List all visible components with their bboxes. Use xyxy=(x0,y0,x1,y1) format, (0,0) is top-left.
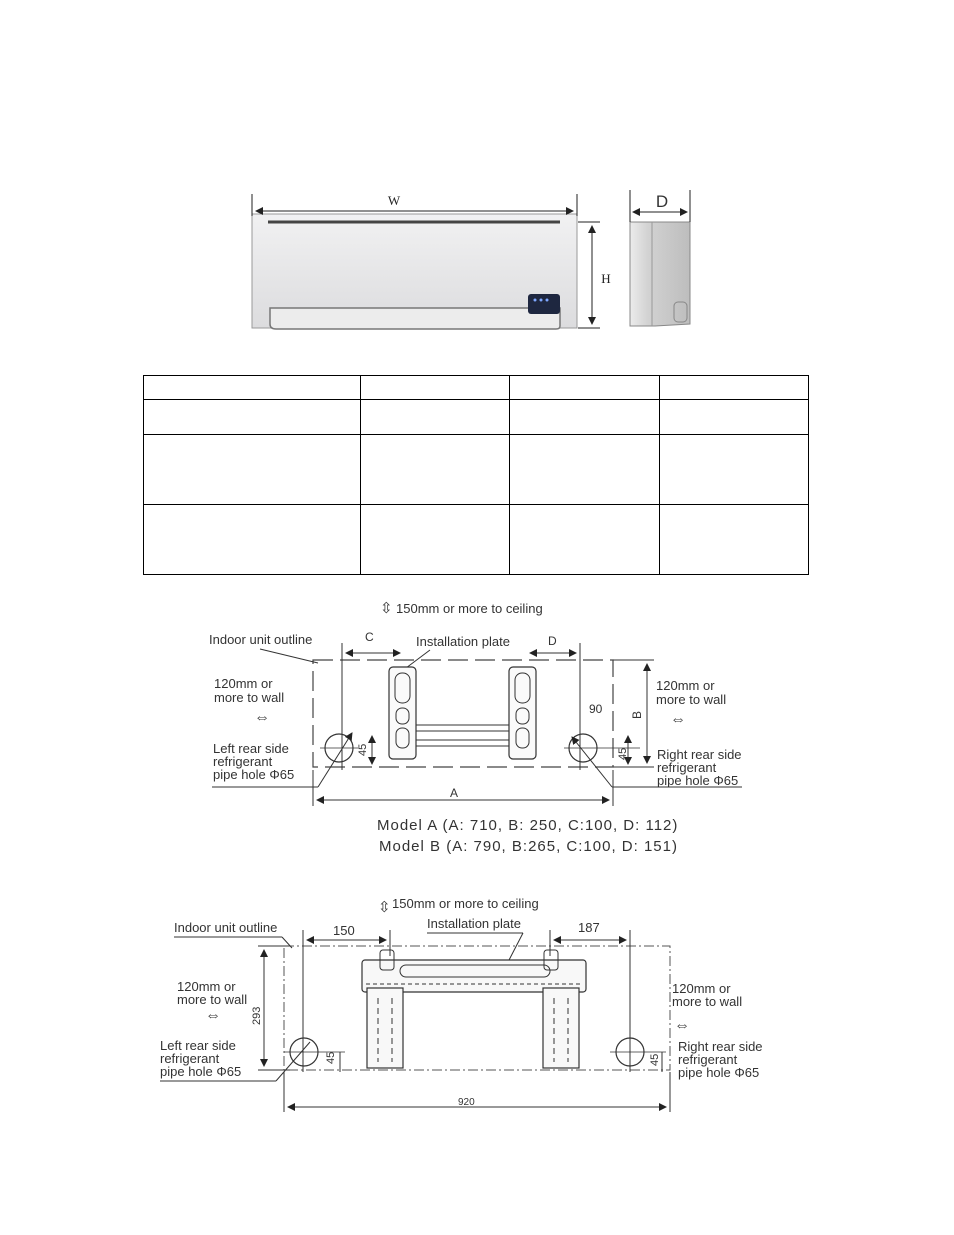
left-hole-label-line1: Left rear side xyxy=(160,1038,236,1053)
table-cell xyxy=(510,505,660,575)
dimension-d: D xyxy=(548,634,557,648)
dim-187: 187 xyxy=(578,920,600,935)
installation-plate xyxy=(362,950,586,1068)
dim-45-right: 45 xyxy=(617,747,629,760)
right-wall-clearance-line1: 120mm or xyxy=(672,981,731,996)
right-wall-clearance-line1: 120mm or xyxy=(656,678,715,693)
table-cell xyxy=(660,376,809,400)
table-cell xyxy=(360,435,510,505)
plate-label: Installation plate xyxy=(416,634,510,649)
depth-label: D xyxy=(655,192,669,211)
left-hole-label-line3: pipe hole Φ65 xyxy=(160,1064,242,1079)
left-right-arrow-icon: ⇔ xyxy=(254,709,270,726)
right-hole-label-line2: refrigerant xyxy=(678,1052,738,1067)
left-hole-label-line1: Left rear side xyxy=(213,741,289,756)
dim-150: 150 xyxy=(333,923,355,938)
right-wall-clearance-line2: more to wall xyxy=(672,994,743,1009)
right-hole-label-line1: Right rear side xyxy=(657,747,742,762)
left-hole-label-line3: pipe hole Φ65 xyxy=(213,767,295,782)
dim-45-left: 45 xyxy=(357,743,369,756)
dim-b: B xyxy=(630,710,644,719)
left-wall-clearance-line2: more to wall xyxy=(177,992,248,1007)
right-hole-label-line2: refrigerant xyxy=(657,760,717,775)
table-cell xyxy=(660,505,809,575)
dim-45-left: 45 xyxy=(325,1051,337,1064)
table-cell xyxy=(510,435,660,505)
left-right-arrow-icon: ⇔ xyxy=(670,711,686,728)
table-cell xyxy=(144,435,361,505)
table-cell xyxy=(360,505,510,575)
dim-45-right: 45 xyxy=(649,1053,661,1066)
outline-label: Indoor unit outline xyxy=(209,632,313,647)
table-cell xyxy=(360,376,510,400)
dim-90: 90 xyxy=(589,702,603,716)
table-cell xyxy=(660,400,809,435)
table-row xyxy=(144,400,809,435)
indoor-unit-front-view xyxy=(252,214,577,329)
table-row xyxy=(144,376,809,400)
left-hole-label-line2: refrigerant xyxy=(160,1051,220,1066)
dim-a: A xyxy=(450,786,459,800)
installation-diagram-1 xyxy=(209,600,742,855)
table-cell xyxy=(144,505,361,575)
right-wall-clearance-line2: more to wall xyxy=(656,692,727,707)
right-hole-label-line3: pipe hole Φ65 xyxy=(678,1065,760,1080)
model-b-dimensions: Model B (A: 790, B:265, C:100, D: 151) xyxy=(379,838,678,855)
dim-293: 293 xyxy=(251,1006,263,1025)
dim-920: 920 xyxy=(458,1097,475,1108)
indoor-unit-side-view xyxy=(630,222,690,326)
installation-diagram-2 xyxy=(160,896,763,1112)
table-cell xyxy=(510,400,660,435)
ceiling-clearance-text: 150mm or more to ceiling xyxy=(392,896,539,911)
table-row xyxy=(144,435,809,505)
spec-table xyxy=(143,375,809,575)
left-hole-label-line2: refrigerant xyxy=(213,754,273,769)
dimension-c: C xyxy=(365,630,374,644)
left-right-arrow-icon: ⇔ xyxy=(674,1017,690,1034)
up-down-arrow-icon: ⇳ xyxy=(378,899,391,916)
left-right-arrow-icon: ⇔ xyxy=(205,1007,221,1024)
right-hole-label-line1: Right rear side xyxy=(678,1039,763,1054)
width-label: W xyxy=(387,193,401,208)
model-a-dimensions: Model A (A: 710, B: 250, C:100, D: 112) xyxy=(377,817,679,834)
table-row xyxy=(144,505,809,575)
table-cell xyxy=(660,435,809,505)
left-wall-clearance-line2: more to wall xyxy=(214,690,285,705)
outline-label: Indoor unit outline xyxy=(174,920,278,935)
table-cell xyxy=(360,400,510,435)
left-wall-clearance-line1: 120mm or xyxy=(177,979,236,994)
ceiling-clearance-text: 150mm or more to ceiling xyxy=(396,601,543,616)
height-label: H xyxy=(601,271,611,286)
plate-label: Installation plate xyxy=(427,916,521,931)
table-cell xyxy=(144,376,361,400)
left-wall-clearance-line1: 120mm or xyxy=(214,676,273,691)
table-cell xyxy=(510,376,660,400)
installation-plate-bracket xyxy=(389,667,536,759)
table-cell xyxy=(144,400,361,435)
right-hole-label-line3: pipe hole Φ65 xyxy=(657,773,739,788)
up-down-arrow-icon: ⇳ xyxy=(380,600,393,617)
